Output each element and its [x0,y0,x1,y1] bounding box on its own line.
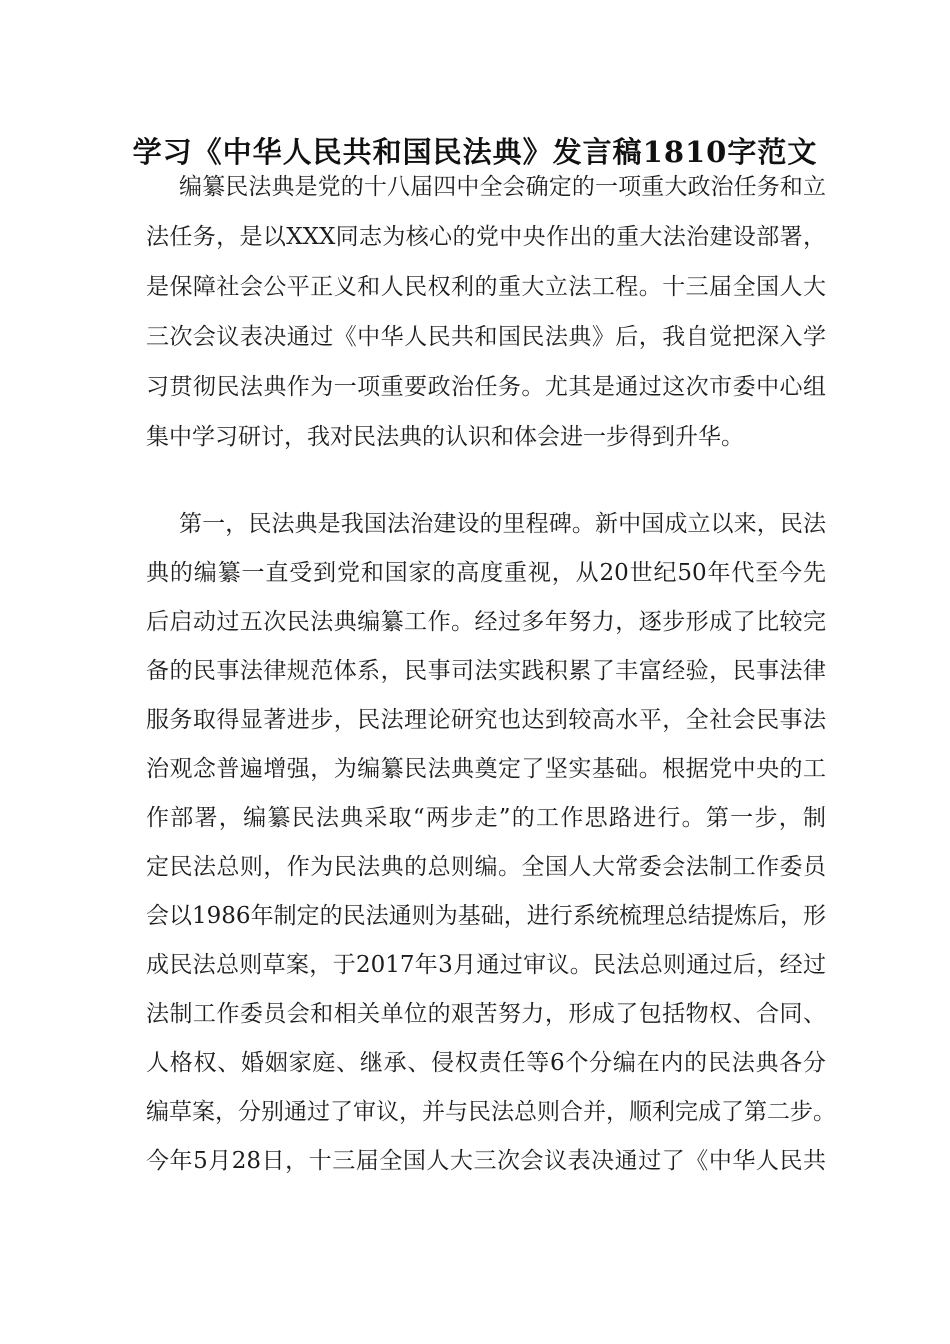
paragraph-2-line-14: 今年5月28日，十三届全国人大三次会议表决通过了《中华人民共 [146,1148,826,1174]
document-title: 学习《中华人民共和国民法典》发言稿1810字范文 [132,135,818,169]
paragraph-2-line-4: 备的民事法律规范体系，民事司法实践积累了丰富经验，民事法律 [146,658,826,684]
paragraph-1-line-4: 三次会议表决通过《中华人民共和国民法典》后，我自觉把深入学 [146,324,826,350]
paragraph-1-line-5: 习贯彻民法典作为一项重要政治任务。尤其是通过这次市委中心组 [146,374,826,400]
paragraph-2-line-5: 服务取得显著进步，民法理论研究也达到较高水平，全社会民事法 [146,707,826,733]
paragraph-2-line-10: 成民法总则草案，于2017年3月通过审议。民法总则通过后，经过 [146,952,826,978]
paragraph-2-line-1: 第一，民法典是我国法治建设的里程碑。新中国成立以来，民法 [179,511,826,537]
paragraph-1-line-3: 是保障社会公平正义和人民权利的重大立法工程。十三届全国人大 [146,274,826,300]
paragraph-2-line-12: 人格权、婚姻家庭、继承、侵权责任等6个分编在内的民法典各分 [146,1050,826,1076]
paragraph-2-line-7: 作部署，编纂民法典采取“两步走”的工作思路进行。第一步，制 [146,805,826,831]
paragraph-2-line-3: 后启动过五次民法典编纂工作。经过多年努力，逐步形成了比较完 [146,609,826,635]
paragraph-2-line-13: 编草案，分别通过了审议，并与民法总则合并，顺利完成了第二步。 [146,1099,836,1125]
paragraph-1-line-1: 编纂民法典是党的十八届四中全会确定的一项重大政治任务和立 [179,174,826,200]
paragraph-1-line-2: 法任务，是以XXX同志为核心的党中央作出的重大法治建设部署， [146,224,826,250]
paragraph-2-line-2: 典的编纂一直受到党和国家的高度重视，从20世纪50年代至今先 [146,560,826,586]
paragraph-1-line-6: 集中学习研讨，我对民法典的认识和体会进一步得到升华。 [146,424,744,450]
paragraph-2-line-9: 会以1986年制定的民法通则为基础，进行系统梳理总结提炼后，形 [146,903,826,929]
paragraph-2-line-6: 治观念普遍增强，为编纂民法典奠定了坚实基础。根据党中央的工 [146,756,826,782]
paragraph-2-line-11: 法制工作委员会和相关单位的艰苦努力，形成了包括物权、合同、 [146,1001,826,1027]
paragraph-2-line-8: 定民法总则，作为民法典的总则编。全国人大常委会法制工作委员 [146,854,826,880]
